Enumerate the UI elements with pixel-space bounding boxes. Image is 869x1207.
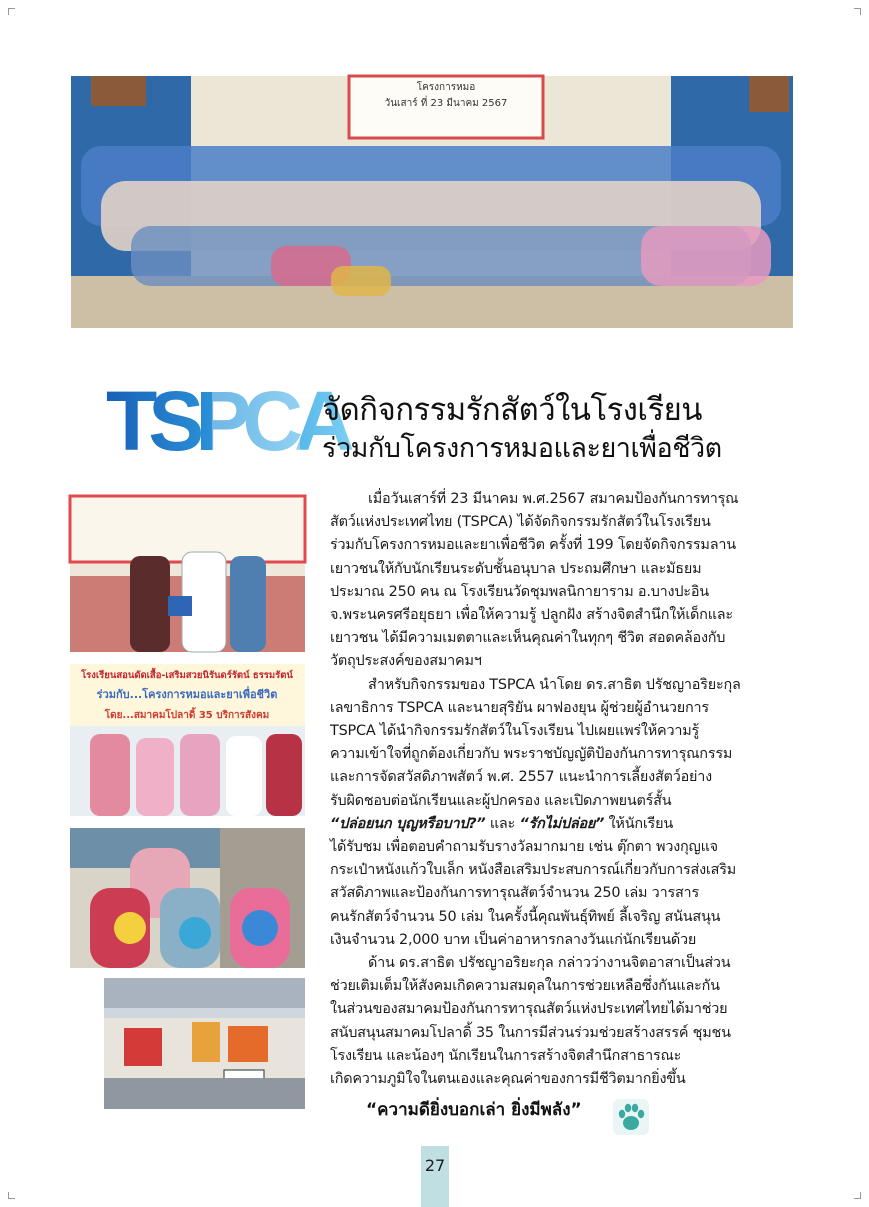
crop-mark-bottom-left (8, 1192, 15, 1199)
photo-volunteers-with-signs (70, 828, 305, 968)
hero-banner-text-1: โครงการหมอ (416, 82, 476, 93)
text-line: เลขาธิการ TSPCA และนายสุริยัน ผาฟองยุน ผู้ช่วยผู้อำนวยการ (330, 699, 709, 716)
text-line: คนรักสัตว์จำนวน 50 เล่ม ในครั้งนี้คุณพันธุ์ทิพย์ ลี้เจริญ สนันสนุน (330, 908, 721, 925)
hero-banner-text-2: วันเสาร์ ที่ 23 มีนาคม 2567 (384, 98, 508, 109)
text-line: เยาวชนให้กับนักเรียนระดับชั้นอนุบาล ประถมศึกษา และมัธยม (330, 560, 702, 577)
film-and-text: และ (485, 815, 520, 832)
text-line: โรงเรียน และน้องๆ นักเรียนในการสร้างจิตสำนึกสาธารณะ (330, 1047, 682, 1064)
text-line: กระเป๋าหนังแก้วใบเล็ก หนังสือเสริมประสบการณ์เกี่ยวกับการส่งเสริม (330, 862, 737, 879)
text-line: ประมาณ 250 คน ณ โรงเรียนวัดชุมพลนิกายาราม อ.บางปะอิน (330, 583, 709, 600)
page-number: 27 (424, 1156, 446, 1175)
article-paragraph-1 (330, 488, 800, 674)
text-line: เยาวชน ได้มีความเมตตาและเห็นคุณค่าในทุกๆ ชีวิต สอดคล้องกับ (330, 630, 726, 647)
headline-line-2: ร่วมกับโครงการหมอและยาเพื่อชีวิต (322, 433, 722, 464)
text-line: เงินจำนวน 2,000 บาท เป็นค่าอาหารกลางวันแก่นักเรียนด้วย (330, 931, 697, 948)
text-line-films (330, 813, 800, 836)
paw-print-icon (612, 1098, 650, 1136)
crop-mark-top-right (854, 8, 861, 15)
text-line: รับผิดชอบต่อนักเรียนและผู้ปกครอง และเปิดภาพยนตร์สั้น (330, 792, 672, 809)
p2-banner-line-1: โรงเรียนสอนดัดเสื้อ-เสริมสวยนิรันดร์รัตน์ ธรรมรัตน์ (81, 670, 293, 681)
p2-banner-line-3: โดย...สมาคมโปลาดิ้ 35 บริการสังคม (104, 710, 270, 721)
text-line: ช่วยเติมเต็มให้สังคมเกิดความสมดุลในการช่วยเหลือซึ่งกันและกัน (330, 978, 720, 995)
tspca-logo-text: TSPCA (106, 374, 346, 468)
text-line: เมื่อวันเสาร์ที่ 23 มีนาคม พ.ศ.2567 สมาคมป้องกันการทารุณ (368, 491, 739, 507)
tspca-logo (104, 374, 346, 468)
text-line: และการจัดสวัสดิภาพสัตว์ พ.ศ. 2557 แนะนำการเลี้ยงสัตว์อย่าง (330, 769, 712, 786)
p2-banner-line-2: ร่วมกับ...โครงการหมอและยาเพื่อชีวิต (96, 688, 278, 701)
text-line: จ.พระนครศรีอยุธยา เพื่อให้ความรู้ ปลูกฝัง สร้างจิตสำนึกให้เด็กและ (330, 607, 733, 624)
hero-group-photo (71, 76, 793, 328)
text-line: ด้าน ดร.สาธิต ปรัชญาอริยะกุล กล่าวว่างานจิตอาสาเป็นส่วน (368, 955, 731, 972)
text-line: ได้รับชม เพื่อตอบคำถามรับรางวัลมากมาย เช่น ตุ๊กตา พวงกุญแจ (330, 839, 718, 856)
photo-award-ceremony (70, 496, 305, 652)
photo-prizes-on-table (104, 978, 305, 1109)
film-title-1: “ปล่อยนก บุญหรือบาป?” (330, 815, 486, 832)
page-number-tab (421, 1146, 449, 1207)
photo-school-banner-group (70, 664, 305, 816)
article-body (330, 488, 800, 1091)
film-title-2: “รักไม่ปล่อย” (519, 815, 605, 832)
text-line: สำหรับกิจกรรมของ TSPCA นำโดย ดร.สาธิต ปรัชญาอริยะกุล (368, 676, 741, 693)
closing-tagline: “ความดียิ่งบอกเล่า ยิ่งมีพลัง” (366, 1100, 582, 1120)
text-line: ความเข้าใจที่ถูกต้องเกี่ยวกับ พระราชบัญญัติป้องกันการทารุณกรรม (330, 746, 733, 763)
crop-mark-top-left (8, 8, 15, 15)
article-paragraph-3 (330, 952, 800, 1091)
text-line: ในส่วนของสมาคมป้องกันการทารุณสัตว์แห่งประเทศไทยได้มาช่วย (330, 1001, 728, 1018)
text-line: เกิดความภูมิใจในตนเองและคุณค่าของการมีชีวิตมากยิ่งขึ้น (330, 1071, 686, 1088)
article-paragraph-2 (330, 674, 800, 952)
headline-line-1: จัดกิจกรรมรักสัตว์ในโรงเรียน (322, 392, 702, 428)
text-line: สนับสนุนสมาคมโปลาดิ้ 35 ในการมีส่วนร่วมช่วยสร้างสรรค์ ชุมชน (330, 1024, 731, 1041)
text-line: สัตว์แห่งประเทศไทย (TSPCA) ได้จัดกิจกรรมรักสัตว์ในโรงเรียน (330, 514, 711, 531)
text-line: วัตถุประสงค์ของสมาคมฯ (330, 653, 482, 670)
text-line: สวัสดิภาพและป้องกันการทารุณสัตว์จำนวน 250 เล่ม วารสาร (330, 885, 699, 902)
text-line: ร่วมกับโครงการหมอและยาเพื่อชีวิต ครั้งที่ 199 โดยจัดกิจกรรมลาน (330, 537, 736, 554)
crop-mark-bottom-right (854, 1192, 861, 1199)
text-line: TSPCA ได้นำกิจกรรมรักสัตว์ในโรงเรียน ไปเผยแพร่ให้ความรู้ (330, 723, 700, 740)
film-after-text: ให้นักเรียน (604, 815, 673, 832)
